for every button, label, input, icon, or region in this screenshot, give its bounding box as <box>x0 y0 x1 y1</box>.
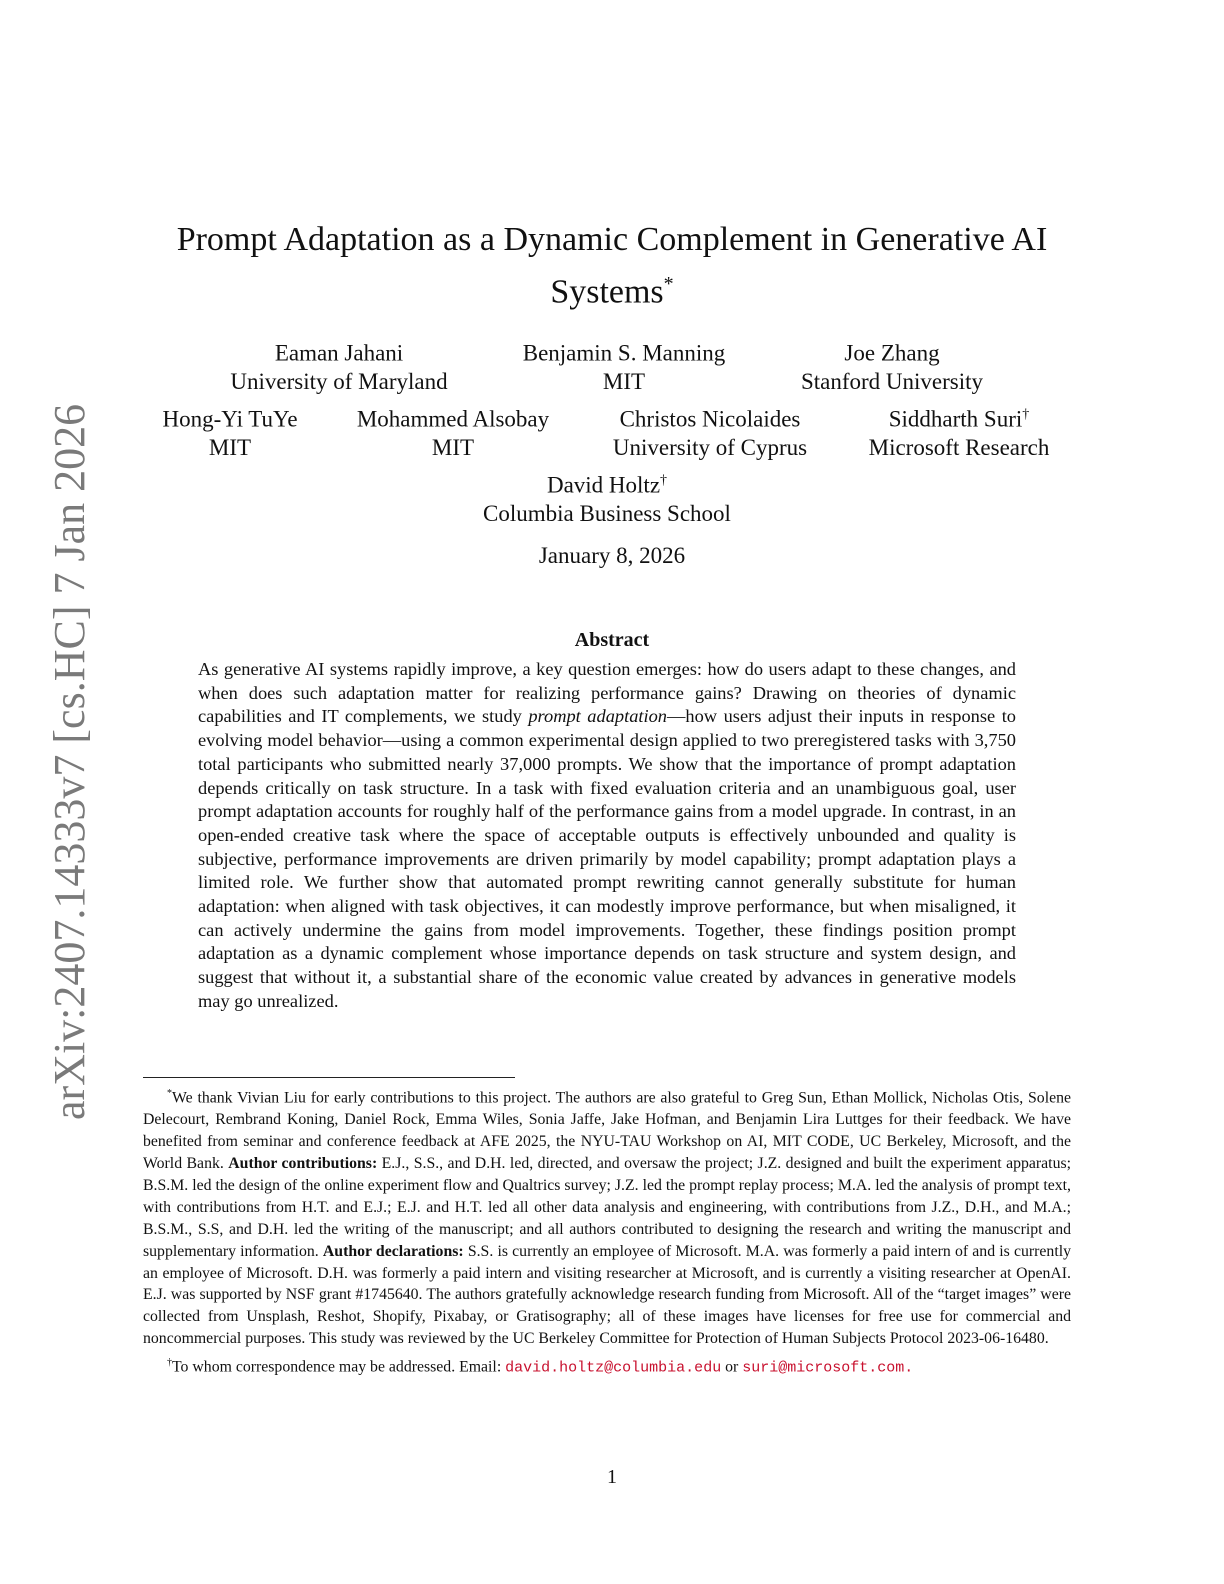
footnote-acknowledgements: *We thank Vivian Liu for early contributions to this project. The authors are also grateful to Greg Sun, Ethan Mollick, Nicholas Otis, Solene Delecourt, Rembrand Koning, Daniel Rock, Emma Wiles, Sonia Jaffe, Jake Hofman, and Benjamin Lira Luttges for their feedback. We have benefited from seminar and conference feedback at AFE 2025, the NYU-TAU Workshop on AI, MIT CODE, UC Berkeley, Microsoft, and the World Bank. Author contributions: E.J., S.S., and D.H. led, directed, and oversaw the project; J.Z. designed and built the experiment apparatus; B.S.M. led the design of the online experiment flow and Qualtrics survey; J.Z. led the prompt replay process; M.A. led the analysis of prompt text, with contributions from H.T. and E.J.; E.J. and H.T. led all other data analysis and engineering, with contributions from J.Z., D.H., and M.A.; B.S.M., S.S, and D.H. led the writing of the manuscript; and all authors contributed to designing the research and writing the manuscript and supplementary information. Author declarations: S.S. is currently an employee of Microsoft. M.A. was formerly a paid intern of and is currently an employee of Microsoft. D.H. was formerly a paid intern and visiting researcher at Microsoft, and is currently a visiting researcher at OpenAI. E.J. was supported by NSF grant #1745640. The authors gratefully acknowledge research funding from Microsoft. All of the “target images” were collected from Unsplash, Reshot, Shopify, Pixabay, or Gratisography; all of these images have licenses for free use for commercial and noncommercial purposes. This study was reviewed by the UC Berkeley Committee for Protection of Human Subjects Protocol 2023-06-16480. <box>143 1088 1072 1348</box>
author-block <box>596 401 824 462</box>
author-block <box>752 335 1032 396</box>
email-link-holtz[interactable]: david.holtz@columbia.edu <box>505 1359 722 1377</box>
author-affiliation: Stanford University <box>800 368 984 394</box>
author-affiliation: MIT <box>431 434 475 460</box>
author-affiliation: Microsoft Research <box>868 434 1050 460</box>
abstract-heading: Abstract <box>574 629 650 651</box>
email-link-suri[interactable]: suri@microsoft.com <box>742 1359 905 1377</box>
footnote-correspondence: †To whom correspondence may be addressed. Email: david.holtz@columbia.edu or suri@microsoft.com. <box>167 1357 914 1377</box>
abstract-body <box>198 658 1016 1014</box>
author-name: Christos Nicolaides <box>619 406 801 432</box>
author-block <box>484 335 764 396</box>
footnote-divider <box>143 1077 515 1078</box>
publication-date: January 8, 2026 <box>538 543 686 568</box>
author-name: Hong-Yi TuYe <box>162 406 298 432</box>
author-affiliation: Columbia Business School <box>483 500 731 526</box>
author-affiliation: MIT <box>602 368 646 394</box>
author-affiliation: University of Maryland <box>230 368 448 394</box>
author-declarations-label: Author declarations: <box>322 1242 464 1260</box>
author-name: Joe Zhang <box>844 340 940 366</box>
title-footnote-mark: * <box>663 273 674 295</box>
page-number: 1 <box>607 1466 617 1488</box>
author-block <box>130 401 330 462</box>
author-name: Siddharth Suri† <box>888 406 1030 432</box>
author-affiliation: University of Cyprus <box>612 434 808 460</box>
author-block <box>462 467 752 528</box>
author-name: Benjamin S. Manning <box>522 340 726 366</box>
author-name: David Holtz† <box>546 472 668 498</box>
abstract-paragraph: As generative AI systems rapidly improve, a key question emerges: how do users adapt to these changes, and when does such adaptation matter for realizing performance gains? Drawing on theories of dynamic capabilities and IT complements, we study prompt adaptation—how users adjust their inputs in response to evolving model behavior—using a common experimental design applied to two preregistered tasks with 3,750 total participants who submitted nearly 37,000 prompts. We show that the importance of prompt adaptation depends critically on task structure. In a task with fixed evaluation criteria and an unambiguous goal, user prompt adaptation accounts for roughly half of the performance gains from a model upgrade. In contrast, in an open-ended creative task where the space of acceptable outputs is effectively unbounded and quality is subjective, performance improvements are driven primarily by model capability; prompt adaptation plays a limited role. We further show that automated prompt rewriting cannot generally substitute for human adaptation: when aligned with task objectives, it can modestly improve performance, but when misaligned, it can actively undermine the gains from model improvements. Together, these findings position prompt adaptation as a dynamic complement whose importance depends on task structure and system design, and suggest that without it, a substantial share of the economic value created by advances in generative models may go unrealized. <box>198 659 1016 1011</box>
abstract-emphasis: prompt adaptation <box>528 706 668 727</box>
title-text: Prompt Adaptation as a Dynamic Complement in Generative AI Systems <box>176 221 1048 311</box>
arxiv-identifier: arXiv:2407.14333v7 [cs.HC] 7 Jan 2026 <box>45 403 94 1120</box>
author-name: Mohammed Alsobay <box>356 406 550 432</box>
author-name: Eaman Jahani <box>274 340 404 366</box>
paper-title <box>140 218 1084 314</box>
author-affiliation: MIT <box>208 434 252 460</box>
author-block <box>850 401 1068 462</box>
author-block <box>199 335 479 396</box>
footnotes <box>143 1083 1071 1379</box>
author-block <box>343 401 563 462</box>
author-contributions-label: Author contributions: <box>228 1154 378 1172</box>
